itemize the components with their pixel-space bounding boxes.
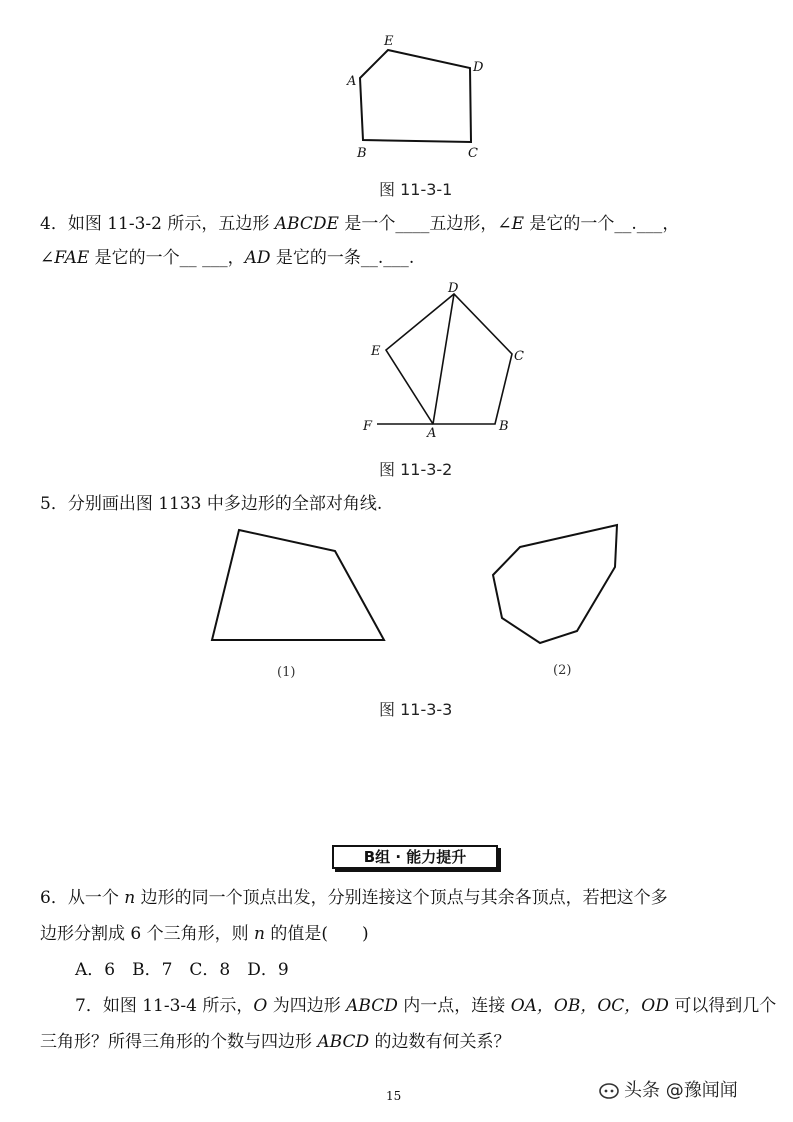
vertex-label-d: D [473,60,484,75]
vertex-label-b: B [357,146,367,161]
question-7-line-2: 三角形？所得三角形的个数与四边形 ABCD 的边数有何关系？ [40,1032,511,1052]
question-4-line-1: 4．如图 11-3-2 所示，五边形 ABCDE 是一个____五边形，∠E 是它的一个__.___， [40,214,680,234]
vertex-label-c: C [514,349,524,364]
question-6-line-1: 6．从一个 n 边形的同一个顶点出发，分别连接这个顶点与其余各顶点，若把这个多 [40,888,668,908]
question-6-line-2: 边形分割成 6 个三角形，则 n 的值是( ) [40,924,369,944]
vertex-label-e: E [371,344,381,359]
diagonal-ad [433,294,454,424]
watermark [598,1076,738,1102]
figure-11-3-2 [355,280,535,440]
heptagon-shape [493,525,617,643]
figure-3-sub-2: (2) [553,663,572,678]
figure-3-sub-1: (1) [277,665,296,680]
page-number: 15 [386,1089,402,1103]
pentagon-abcde-fig2 [386,294,512,424]
pentagon-abcde-fig1 [360,50,471,142]
figure-3-caption: 图 11-3-3 [379,700,453,719]
question-6-options: A．6 B．7 C．8 D．9 [75,960,289,980]
figure-11-3-3-heptagon [480,515,630,655]
vertex-label-c: C [468,146,478,161]
vertex-label-b: B [499,419,509,434]
question-4-line-2: ∠FAE 是它的一个__ ___，AD 是它的一条__.___. [40,248,415,268]
quadrilateral-shape [212,530,384,640]
vertex-label-a: A [347,74,357,89]
section-badge: B组 · 能力提升 [332,845,498,869]
vertex-label-a: A [427,426,437,440]
vertex-label-d: D [448,281,459,296]
vertex-label-e: E [384,34,394,49]
watermark-text: 头条 @豫闻闻 [624,1080,738,1101]
vertex-label-f: F [363,419,373,434]
question-5: 5．分别画出图 1133 中多边形的全部对角线. [40,494,383,514]
figure-1-caption: 图 11-3-1 [379,180,453,199]
figure-2-caption: 图 11-3-2 [379,460,453,479]
figure-11-3-3-quadrilateral [200,520,400,650]
question-7-line-1: 7．如图 11-3-4 所示，O 为四边形 ABCD 内一点，连接 OA，OB，OC，OD 可以得到几个 [75,996,777,1016]
toutiao-logo-icon [598,1082,620,1100]
figure-11-3-1 [340,30,500,170]
